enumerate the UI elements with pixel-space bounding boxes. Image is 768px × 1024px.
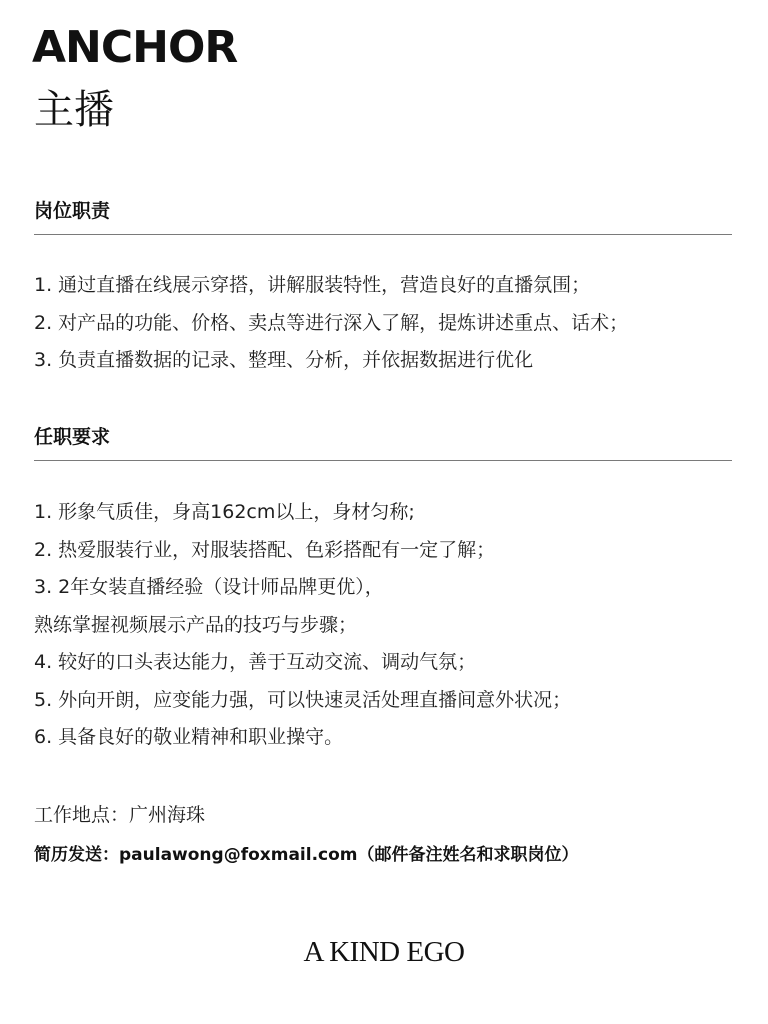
responsibilities-heading: 岗位职责 [34,200,111,222]
responsibilities-list [34,267,628,380]
page-title-chinese: 主播 [34,87,114,133]
list-item: 5. 外向开朗，应变能力强，可以快速灵活处理直播间意外状况； [34,688,572,711]
list-item: 4. 较好的口头表达能力，善于互动交流、调动气氛； [34,651,477,673]
requirements-list [34,494,571,757]
list-item: 3. 2年女装直播经验（设计师品牌更优）， [34,576,384,598]
list-item: 6. 具备良好的敬业精神和职业操守。 [34,726,344,748]
list-item: 1. 通过直播在线展示穿搭，讲解服装特性，营造良好的直播氛围； [34,274,591,296]
page-title-english: ANCHOR [32,22,238,73]
requirements-divider [34,460,732,461]
brand-logo-text: A KIND EGO [303,936,465,968]
responsibilities-divider [34,234,732,235]
list-item: 2. 对产品的功能、价格、卖点等进行深入了解，提炼讲述重点、话术； [34,311,629,334]
list-item: 3. 负责直播数据的记录、整理、分析，并依据数据进行优化 [34,349,534,371]
resume-contact: 简历发送：paulawong@foxmail.com（邮件备注姓名和求职岗位） [34,845,579,865]
list-item: 2. 热爱服装行业，对服装搭配、色彩搭配有一定了解； [34,538,496,561]
work-location: 工作地点：广州海珠 [34,804,206,826]
list-item: 熟练掌握视频展示产品的技巧与步骤； [34,613,358,636]
requirements-heading: 任职要求 [34,426,111,448]
list-item: 1. 形象气质佳，身高162cm以上，身材匀称; [34,501,415,523]
